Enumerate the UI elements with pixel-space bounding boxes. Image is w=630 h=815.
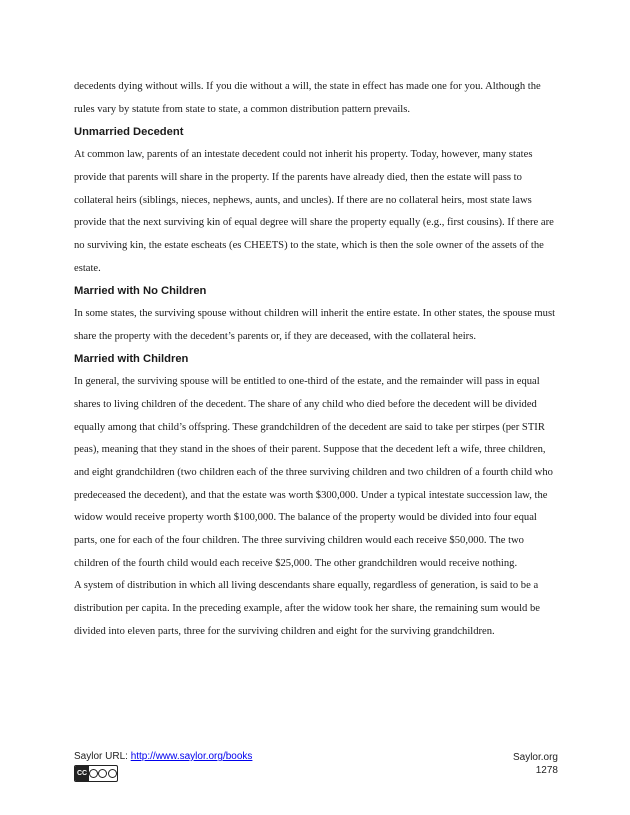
footer-site: Saylor.org (512, 752, 558, 763)
heading-married-with-children: Married with Children (74, 353, 189, 366)
heading-married-no-children: Married with No Children (74, 285, 207, 298)
footer-right (513, 751, 558, 777)
cc-logo-icon: CC (75, 766, 89, 781)
noncommercial-icon (98, 769, 107, 778)
paragraph-continuation: decedents dying without wills. If you die without a will, the state in effect has made one for you. Although the rules vary by statute from state to state, a common distribution pattern prevails. (74, 81, 541, 115)
heading-unmarried-decedent: Unmarried Decedent (74, 126, 184, 139)
page-number: 1278 (535, 765, 558, 776)
footer-url-link[interactable]: http://www.saylor.org/books (130, 751, 253, 762)
footer-url-label: Saylor URL: (74, 751, 131, 762)
share-alike-icon (108, 769, 117, 778)
license-attribute-icons (89, 769, 117, 778)
creative-commons-license-icon (74, 765, 118, 782)
paragraph-married-with-children: In general, the surviving spouse will be entitled to one-third of the estate, and the remainder will pass in equal shares to living children of the decedent. The share of any child who died before the decedent will be divided equally among that child’s offspring. These grandchildren of the decedent are said to take per stirpes (per STIR peas), meaning that they stand in the shoes of their parent. Suppose that the decedent left a wife, three children, and eight grandchildren (two children each of the three surviving children and two children of a fourth child who predeceased the decedent), and that the estate was worth $300,000. Under a typical intestate succession law, the widow would receive property worth $100,000. The balance of the property would be divided into four equal parts, one for each of the four children. The three surviving children would each receive $50,000. The two children of the fourth child would each receive $25,000. The other grandchildren would receive nothing. (74, 376, 553, 569)
body-text (74, 76, 560, 644)
attribution-icon (89, 769, 98, 778)
paragraph-per-capita: A system of distribution in which all living descendants share equally, regardless of generation, is said to be a distribution per capita. In the preceding example, after the widow took her share, the remaining sum would be divided into eleven parts, three for the surviving children and eight for the surviving grandchildren. (74, 580, 540, 637)
paragraph-unmarried: At common law, parents of an intestate decedent could not inherit his property. Today, however, many states provide that parents will share in the property. If the parents have already died, then the estate will pass to collateral heirs (siblings, nieces, nephews, aunts, and uncles). If there are no collateral heirs, most state laws provide that the next surviving kin of equal degree will share the property equally (e.g., first cousins). If there are no surviving kin, the estate escheats (es CHEETS) to the state, which is then the sole owner of the assets of the estate. (74, 149, 554, 274)
footer-url-line (74, 751, 252, 762)
paragraph-married-no-children: In some states, the surviving spouse without children will inherit the entire estate. In other states, the spouse must share the property with the decedent’s parents or, if they are deceased, with the collateral heirs. (74, 308, 556, 342)
